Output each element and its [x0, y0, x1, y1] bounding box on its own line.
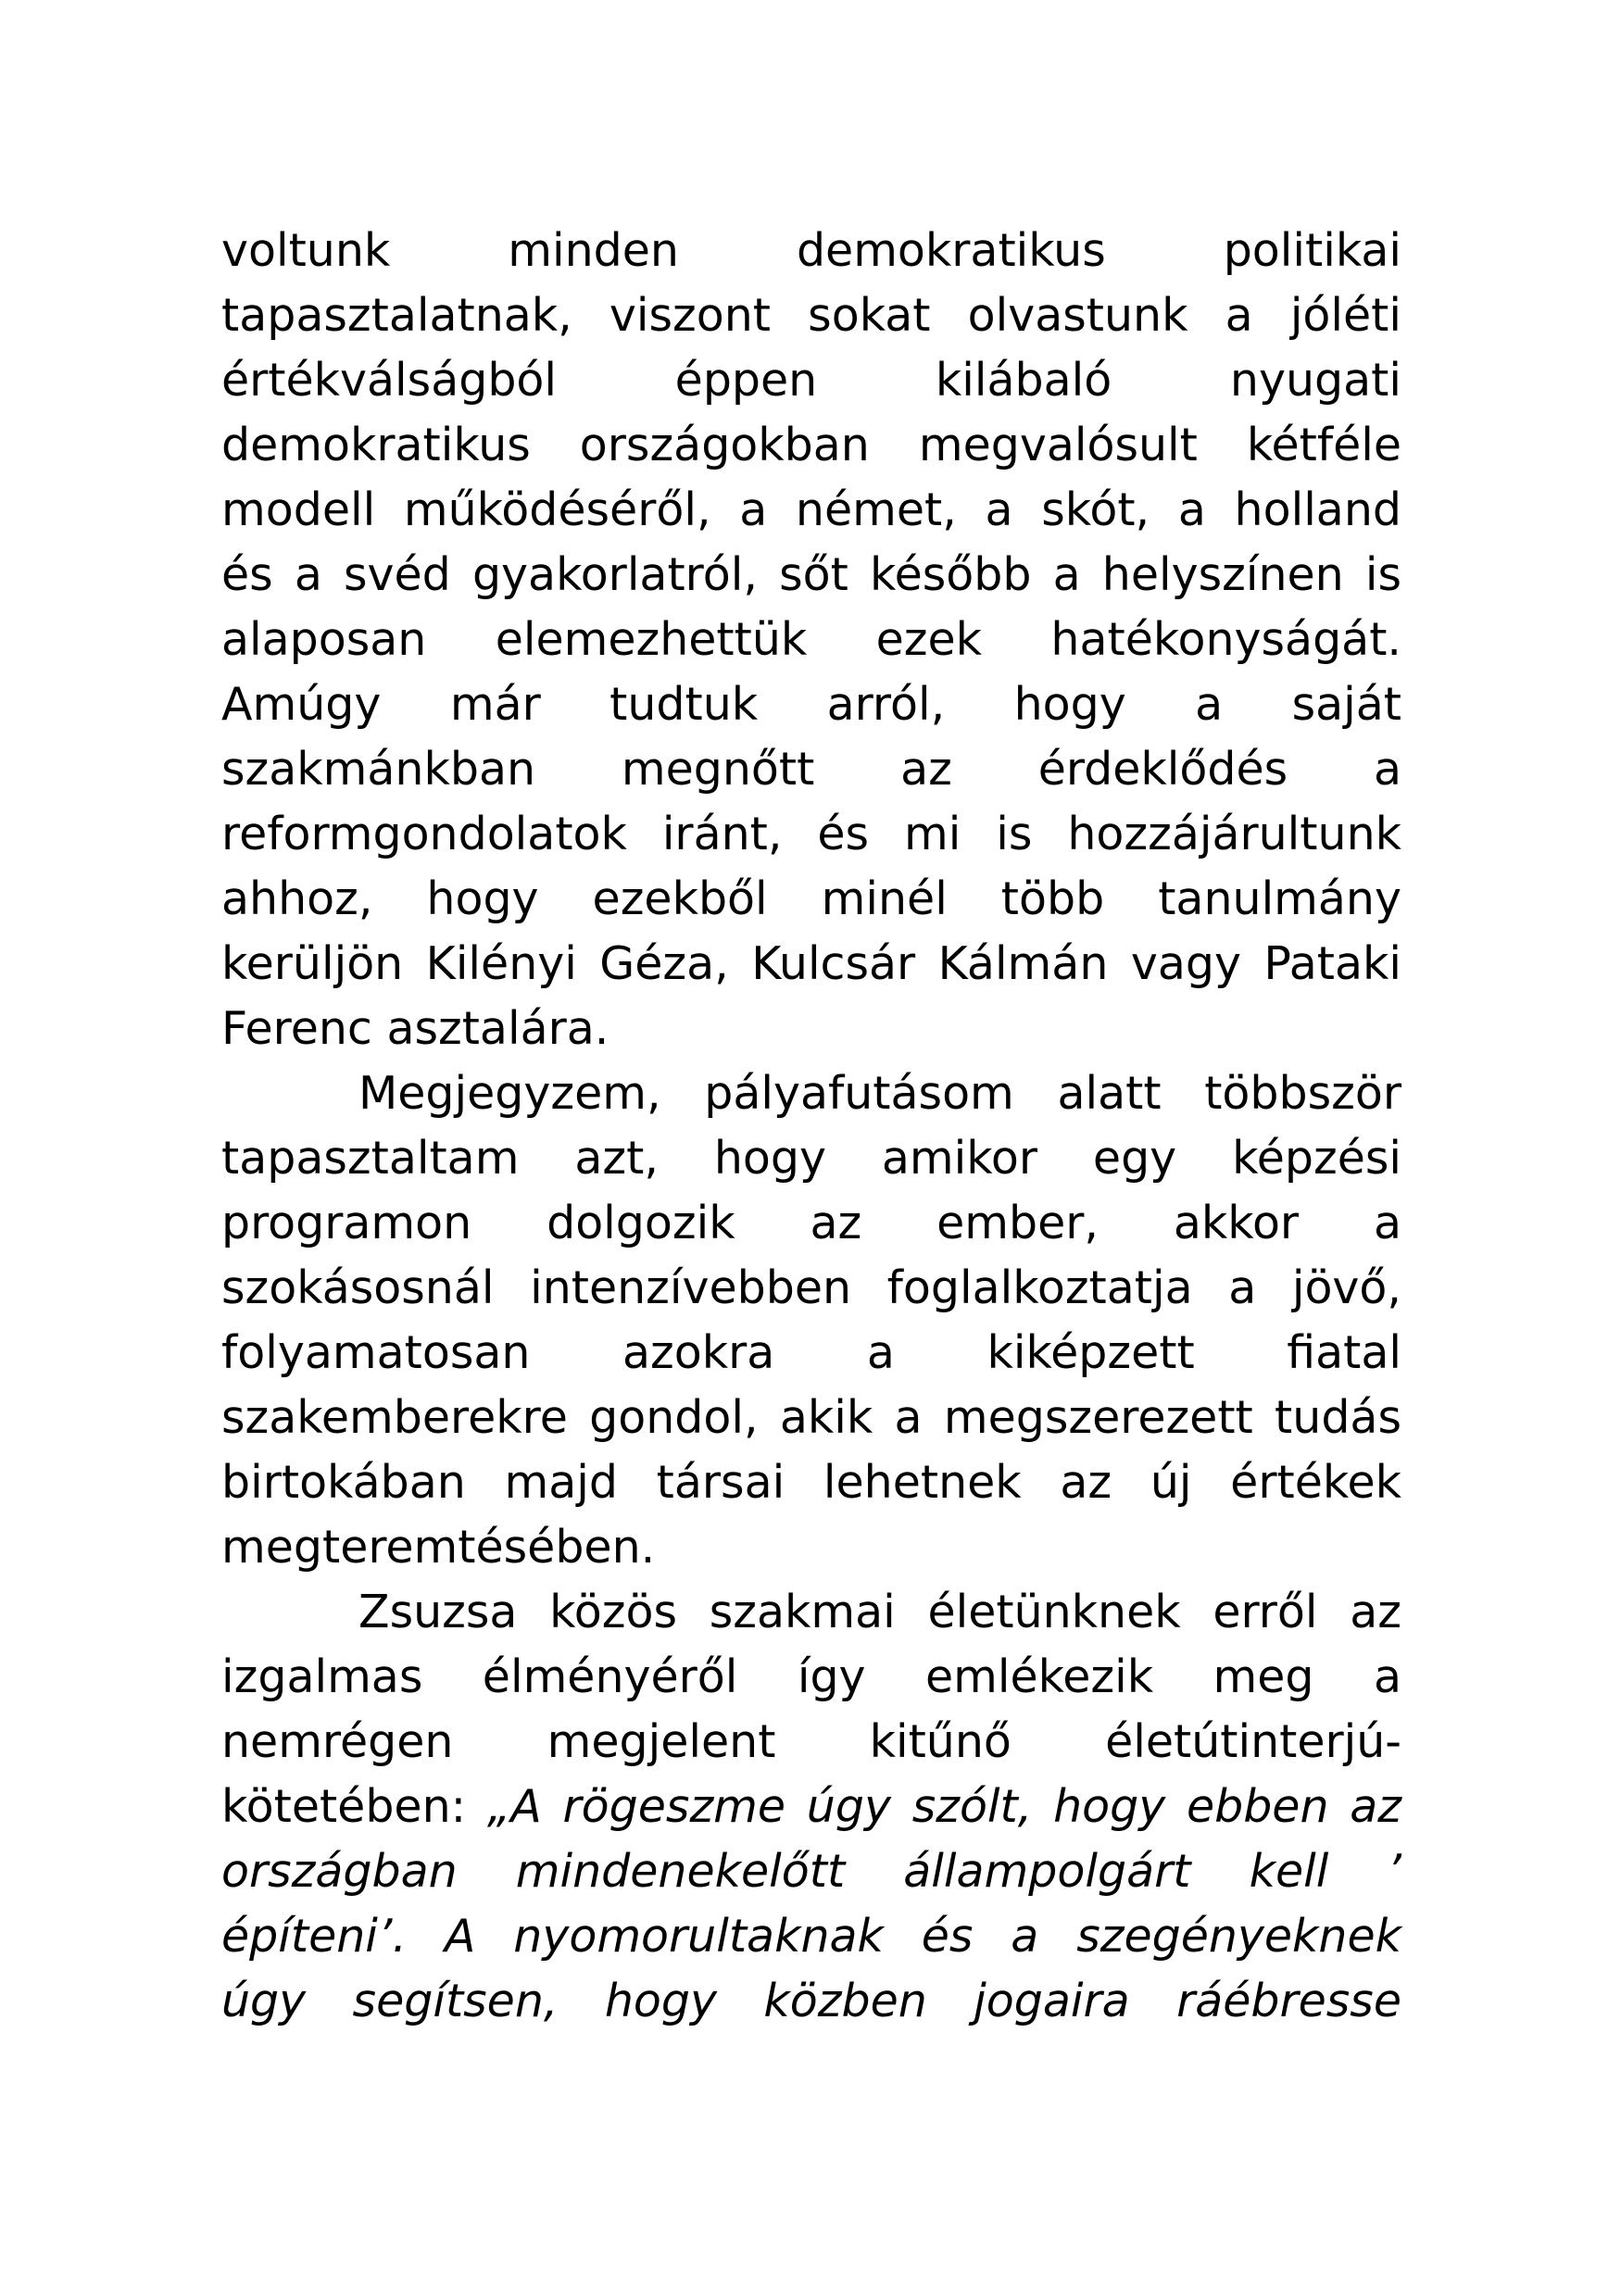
text-line: kerüljön Kilényi Géza, Kulcsár Kálmán vagy Pataki: [221, 937, 1401, 990]
text-line: [221, 1775, 1401, 1839]
quote-line: építeni’. A nyomorultaknak és a szegényeknek: [221, 1910, 1401, 1963]
text-line: programon dolgozik az ember, akkor a: [221, 1197, 1401, 1249]
text-line: értékválságból éppen kilábaló nyugati: [221, 354, 1401, 407]
text-line: tapasztaltam azt, hogy amikor egy képzési: [221, 1132, 1401, 1185]
text-line: birtokában majd társai lehetnek az új értékek: [221, 1456, 1401, 1509]
text-line: szokásosnál intenzívebben foglalkoztatja a jövő,: [221, 1261, 1401, 1314]
text-line: folyamatosan azokra a kiképzett fiatal: [221, 1326, 1401, 1379]
text-line: ahhoz, hogy ezekből minél több tanulmány: [221, 872, 1401, 925]
text-line: Amúgy már tudtuk arról, hogy a saját: [221, 678, 1401, 731]
text-line: modell működéséről, a német, a skót, a holland: [221, 483, 1401, 536]
quote-start: „A rögeszme úgy szólt, hogy ebben az: [486, 1780, 1401, 1833]
text-line: nemrégen megjelent kitűnő életútinterjú-: [221, 1715, 1401, 1768]
quote-line: úgy segítsen, hogy közben jogaira ráébresse: [221, 1975, 1401, 2027]
text-line: reformgondolatok iránt, és mi is hozzájárultunk: [221, 808, 1401, 860]
text-line: Ferenc asztalára.: [221, 1002, 609, 1055]
text-line: és a svéd gyakorlatról, sőt később a helyszínen is: [221, 548, 1401, 601]
text-line: tapasztalatnak, viszont sokat olvastunk a jóléti: [221, 289, 1401, 342]
text-line: Zsuzsa közös szakmai életünknek erről az: [358, 1586, 1401, 1638]
text-line: demokratikus országokban megvalósult kétféle: [221, 419, 1401, 471]
text-line: voltunk minden demokratikus politikai: [221, 224, 1401, 277]
text-line-plain: kötetében:: [221, 1780, 487, 1833]
text-line: izgalmas élményéről így emlékezik meg a: [221, 1650, 1401, 1703]
text-line: szakemberekre gondol, akik a megszerezett tudás: [221, 1391, 1401, 1444]
quote-line: országban mindenekelőtt állampolgárt kell ’: [221, 1845, 1401, 1898]
text-line: szakmánkban megnőtt az érdeklődés a: [221, 743, 1401, 796]
text-line: Megjegyzem, pályafutásom alatt többször: [358, 1067, 1401, 1120]
text-line: alaposan elemezhettük ezek hatékonyságát.: [221, 613, 1401, 666]
text-line: megteremtésében.: [221, 1521, 656, 1574]
